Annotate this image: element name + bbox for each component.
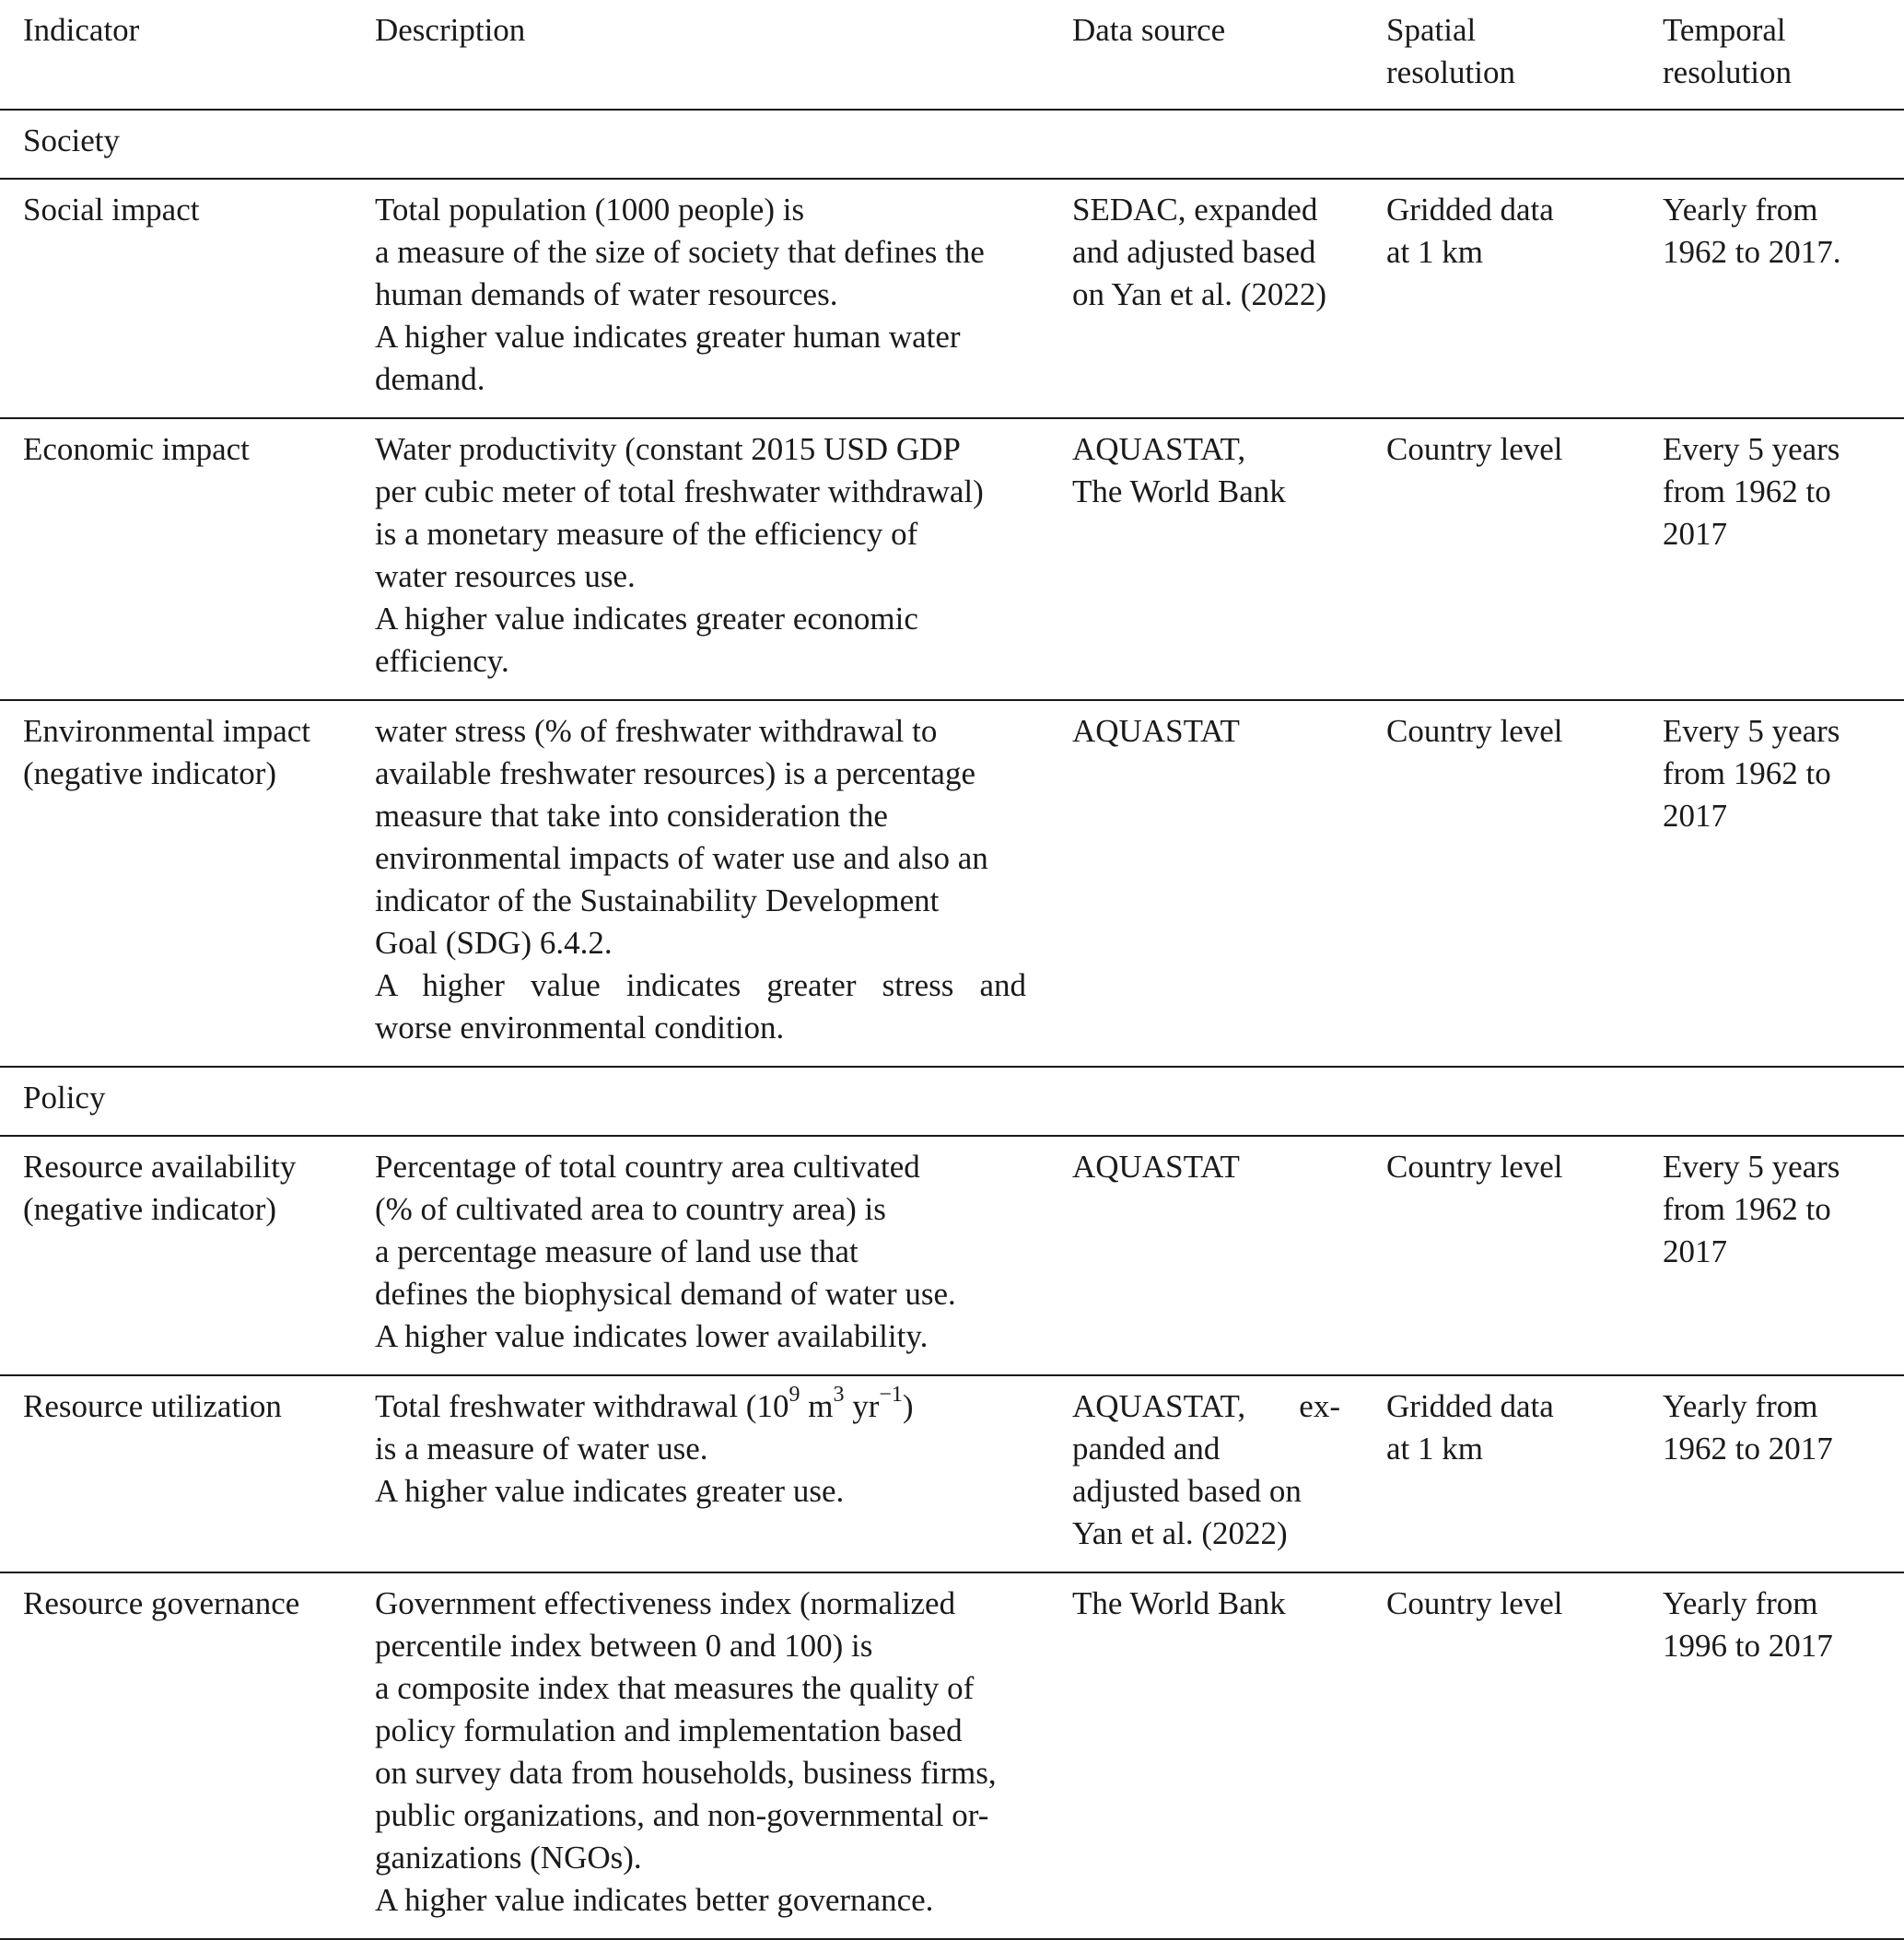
cell-indicator: Resource utilization	[23, 1388, 282, 1424]
header-spatial-resolution: Spatial resolution	[1386, 12, 1515, 90]
table-row-resource-utilization	[0, 1375, 1904, 1572]
cell-temporal: Every 5 years from 1962 to 2017	[1663, 1149, 1840, 1269]
header-data-source: Data source	[1072, 12, 1226, 48]
table-row-resource-availability	[0, 1136, 1904, 1375]
section-label: Society	[23, 123, 120, 158]
table-row-economic-impact	[0, 418, 1904, 700]
cell-temporal: Every 5 years from 1962 to 2017	[1663, 431, 1840, 552]
cell-temporal: Yearly from 1996 to 2017	[1663, 1585, 1833, 1664]
cell-description: water stress (% of freshwater withdrawal to available freshwater resources) is a percentage measure that take into consideration the environmental impacts of water use and also an indicator of the Sustainability Development Goal (SDG) 6.4.2. A higher value indicates greater stress and worse environmental condition.	[375, 713, 1026, 1046]
header-temporal-resolution: Temporal resolution	[1663, 12, 1792, 90]
section-label: Policy	[23, 1080, 106, 1116]
cell-spatial: Country level	[1386, 713, 1563, 749]
cell-data-source: AQUASTAT, ex- panded and adjusted based on Yan et al. (2022)	[1072, 1388, 1340, 1551]
section-row-society	[0, 110, 1904, 179]
cell-spatial: Gridded data at 1 km	[1386, 1388, 1554, 1467]
cell-data-source: AQUASTAT	[1072, 1149, 1240, 1185]
cell-data-source: SEDAC, expanded and adjusted based on Yan et al. (2022)	[1072, 192, 1327, 312]
table-row-environmental-impact	[0, 700, 1904, 1067]
cell-spatial: Country level	[1386, 431, 1563, 467]
cell-indicator: Environmental impact (negative indicator)	[23, 713, 310, 791]
header-row	[0, 0, 1904, 110]
cell-description: Total freshwater withdrawal ($10^9$ $m^3$ $yr^{-1}$) is a measure of water use. A higher value indicates greater use.	[375, 1375, 1072, 1572]
table-row-resource-governance	[0, 1572, 1904, 1939]
cell-description: Total population (1000 people) is a measure of the size of society that defines the human demands of water resources. A higher value indicates greater human water demand.	[375, 192, 985, 397]
cell-indicator: Resource governance	[23, 1585, 300, 1621]
header-description: Description	[375, 12, 526, 48]
cell-description: Government effectiveness index (normalized percentile index between 0 and 100) is a composite index that measures the quality of policy formulation and implementation based on survey data from households, business firms, public organizations, and non-governmental or- ganizations (NGOs). A higher value indicates better governance.	[375, 1585, 997, 1918]
cell-spatial: Country level	[1386, 1149, 1563, 1185]
description-formula-line: Total freshwater withdrawal ($10^9$ $m^3$ $yr^{-1}$)	[375, 1383, 914, 1424]
cell-indicator: Resource availability (negative indicator)	[23, 1149, 297, 1227]
table-row-social-impact	[0, 179, 1904, 418]
cell-temporal: Yearly from 1962 to 2017	[1663, 1388, 1833, 1467]
cell-description: Water productivity (constant 2015 USD GDP per cubic meter of total freshwater withdrawal) is a monetary measure of the efficiency of water resources use. A higher value indicates greater economic efficiency.	[375, 431, 984, 679]
cell-data-source: AQUASTAT, The World Bank	[1072, 431, 1286, 509]
header-indicator: Indicator	[23, 12, 140, 48]
cell-temporal: Every 5 years from 1962 to 2017	[1663, 713, 1840, 834]
cell-indicator: Economic impact	[23, 431, 250, 467]
cell-spatial: Country level	[1386, 1585, 1563, 1621]
cell-indicator: Social impact	[23, 192, 200, 228]
cell-temporal: Yearly from 1962 to 2017.	[1663, 192, 1841, 270]
cell-data-source: AQUASTAT	[1072, 713, 1240, 749]
cell-description: Percentage of total country area cultivated (% of cultivated area to country area) is a percentage measure of land use that defines the biophysical demand of water use. A higher value indicates lower availability.	[375, 1149, 956, 1354]
cell-data-source: The World Bank	[1072, 1585, 1286, 1621]
section-row-policy	[0, 1067, 1904, 1136]
cell-spatial: Gridded data at 1 km	[1386, 192, 1554, 270]
